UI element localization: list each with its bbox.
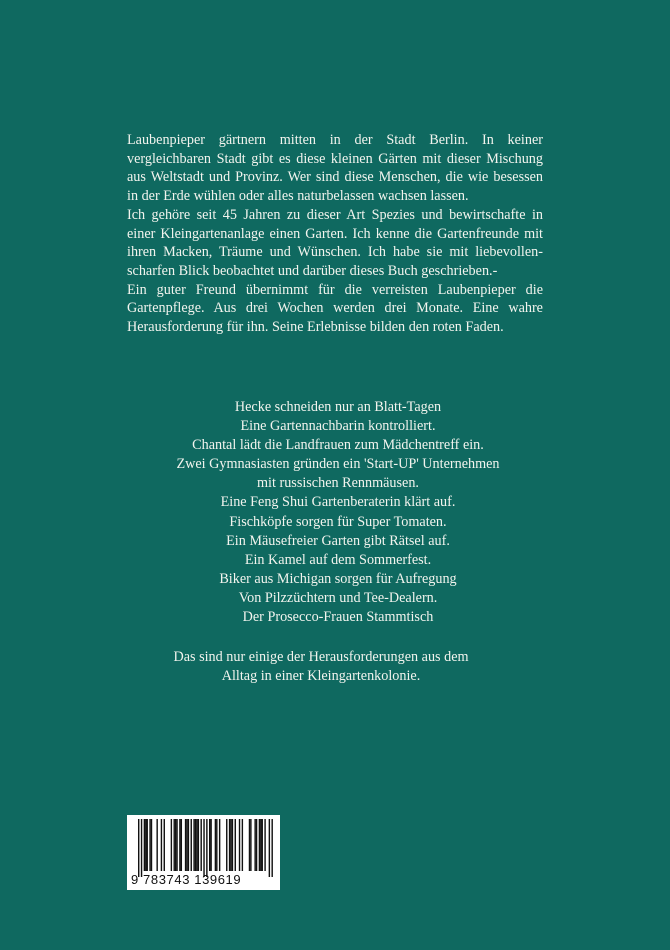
barcode-bar — [141, 819, 142, 877]
headline-line: Eine Gartennachbarin kontrolliert. — [240, 418, 436, 435]
barcode-bar — [235, 819, 236, 871]
barcode-bar — [185, 819, 186, 871]
barcode-bar — [174, 819, 175, 871]
barcode-bar — [249, 819, 250, 871]
barcode-bar — [210, 819, 211, 871]
headline-line: mit russischen Rennmäusen. — [257, 475, 419, 492]
headline-line: Chantal lädt die Landfrauen zum Mädchentreff ein. — [192, 437, 484, 454]
blurb-intro — [127, 131, 543, 337]
barcode-bar — [181, 819, 182, 871]
headline-line: Hecke schneiden nur an Blatt-Tagen — [234, 399, 442, 415]
barcode-bar — [269, 819, 270, 877]
barcode-bar — [200, 819, 201, 871]
barcode-bar — [195, 819, 196, 871]
barcode-bar — [164, 819, 165, 871]
barcode-bar — [262, 819, 263, 871]
barcode-bar — [147, 819, 148, 871]
barcode-bar — [232, 819, 233, 871]
story-headlines — [172, 398, 504, 627]
barcode-bar — [193, 819, 194, 871]
barcode-bar — [203, 819, 204, 877]
closing-line: Das sind nur einige der Herausforderungen aus dem — [173, 649, 469, 665]
barcode-bar — [145, 819, 146, 871]
headline-line: Fischköpfe sorgen für Super Tomaten. — [229, 513, 447, 530]
barcode-bar — [239, 819, 240, 871]
isbn-barcode — [127, 815, 280, 890]
barcode-bar — [256, 819, 257, 871]
barcode-bar — [161, 819, 162, 871]
intro-paragraph-2: Ich gehöre seit 45 Jahren zu dieser Art Spezies und bewirtschafte in einer Kleingartenanlage einen Garten. Ich kenne die Gartenfreunde mit ihren Macken, Träume und Wünschen. Ich habe sie mit liebevollen-scharfen Blick beobachtet und darüber dieses Buch geschrieben.- — [127, 206, 543, 279]
barcode-bar — [259, 819, 260, 871]
barcode-bar — [156, 819, 157, 871]
barcode-bar — [176, 819, 177, 871]
barcode-bar — [215, 819, 216, 871]
barcode-bar — [226, 819, 227, 871]
headline-line: Zwei Gymnasiasten gründen ein 'Start-UP' Unternehmen — [176, 456, 500, 473]
barcode-bar — [254, 819, 255, 871]
barcode-bar — [144, 819, 145, 871]
barcode-bar — [271, 819, 272, 877]
barcode-bar — [250, 819, 251, 871]
barcode-bar — [191, 819, 192, 871]
isbn-digits: 9 783743 139619 — [131, 872, 242, 887]
barcode-bar — [264, 819, 265, 871]
barcode-bar — [209, 819, 210, 871]
barcode-bar — [219, 819, 220, 871]
headline-line: Ein Kamel auf dem Sommerfest. — [244, 551, 432, 568]
barcode-bar — [196, 819, 197, 871]
closing-line: Alltag in einer Kleingartenkolonie. — [221, 668, 421, 685]
barcode-bar — [171, 819, 172, 871]
barcode-bar — [198, 819, 199, 871]
closing-text — [171, 648, 471, 686]
barcode-bar — [175, 819, 176, 871]
barcode-bar — [216, 819, 217, 871]
barcode-bar — [260, 819, 261, 871]
barcode-bar — [230, 819, 231, 871]
barcode-bar — [179, 819, 180, 871]
headline-line: Ein Mäusefreier Garten gibt Rätsel auf. — [226, 532, 450, 549]
barcode-bar — [151, 819, 152, 871]
barcode-bar — [149, 819, 150, 871]
barcode-bar — [188, 819, 189, 871]
intro-paragraph-3: Ein guter Freund übernimmt für die verreisten Laubenpieper die Gartenpflege. Aus drei Wochen werden drei Monate. Eine wahre Herausforderung für ihn. Seine Erlebnisse bilden den roten Faden. — [127, 281, 543, 336]
headline-line: Biker aus Michigan sorgen für Aufregung — [219, 570, 457, 587]
barcode-bar — [186, 819, 187, 871]
headline-line: Von Pilzzüchtern und Tee-Dealern. — [238, 589, 438, 606]
barcode-bar — [206, 819, 207, 877]
headline-line: Der Prosecco-Frauen Stammtisch — [242, 609, 434, 626]
barcode-bar — [242, 819, 243, 871]
barcode-bar — [229, 819, 230, 871]
headline-line: Eine Feng Shui Gartenberaterin klärt auf. — [220, 494, 456, 511]
barcode-bar — [138, 819, 139, 877]
intro-paragraph-1: Laubenpieper gärtnern mitten in der Stadt Berlin. In keiner vergleichbaren Stadt gibt es diese kleinen Gärten mit dieser Mischung aus Weltstadt und Provinz. Wer sind diese Menschen, die wie besessen in der Erde wühlen oder alles naturbelassen wachsen lassen. — [127, 132, 543, 205]
